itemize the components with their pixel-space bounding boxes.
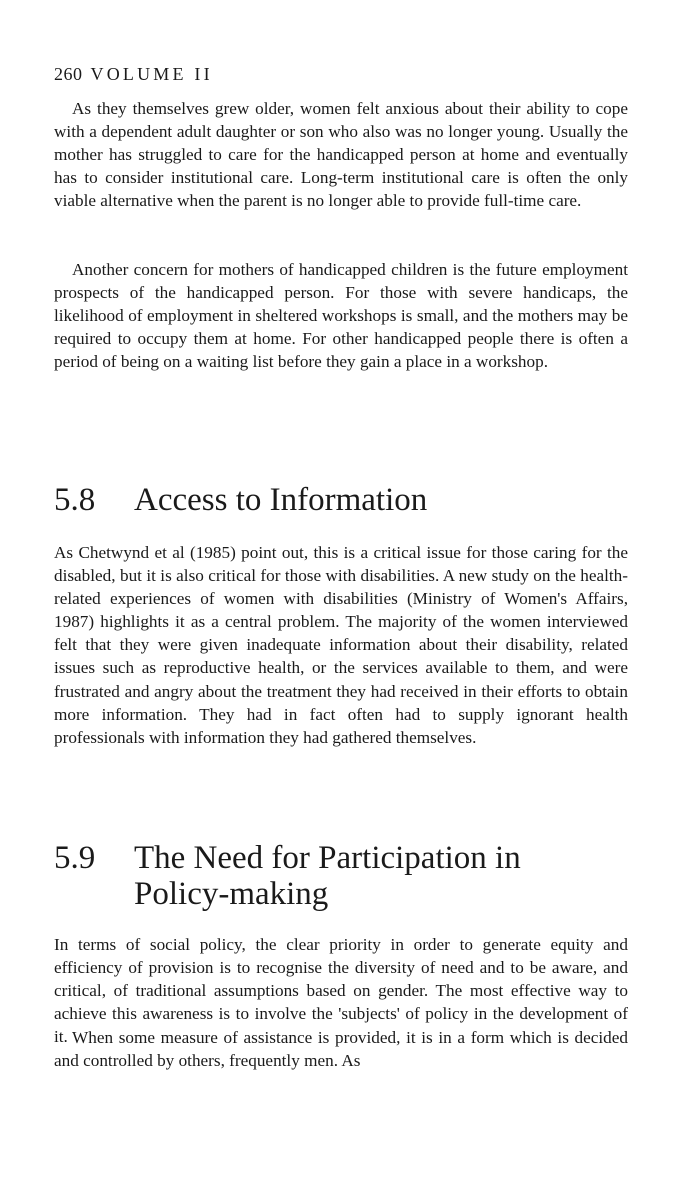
volume-label: VOLUME II [90, 64, 213, 84]
section-heading-5-9 [54, 840, 521, 912]
paragraph-access-information: As Chetwynd et al (1985) point out, this is a critical issue for those caring for the disabled, but it is also critical for those with disabilities. A new study on the health-related experiences of women with disabilities (Ministry of Women's Affairs, 1987) highlights it as a central problem. The majority of the women interviewed felt that they were given inadequate information about their disability, related issues such as reproductive health, or the services available to them, and were frustrated and angry about the treatment they had received in their efforts to obtain more information. They had in fact often had to supply ignorant health professionals with information they had gathered themselves. [54, 543, 628, 747]
paragraph-assistance-control: When some measure of assistance is provided, it is in a form which is decided and controlled by others, frequently men. As [54, 1028, 628, 1071]
paragraph-employment-prospects: Another concern for mothers of handicapped children is the future employment prospects of the handicapped person. For those with severe handicaps, the likelihood of employment in sheltered workshops is small, and the mothers may be required to occupy them at home. For other handicapped people there is often a period of being on a waiting list before they gain a place in a workshop. [54, 260, 628, 372]
paragraph-social-policy: In terms of social policy, the clear priority in order to generate equity and efficiency of provision is to recognise the diversity of need and to be aware, and critical, of traditional assumptions based on gender. The most effective way to achieve this awareness is to involve the 'subjects' of policy in the development of it. [54, 935, 628, 1047]
paragraph-aging-mothers: As they themselves grew older, women felt anxious about their ability to cope with a dependent adult daughter or son who also was no longer young. Usually the mother has struggled to care for the handicapped person at home and eventually has to consider institutional care. Long-term institutional care is often the only viable alternative when the parent is no longer able to provide full-time care. [54, 99, 628, 211]
running-head [54, 64, 213, 85]
section-number: 5.8 [54, 482, 96, 518]
page-number: 260 [54, 64, 83, 84]
section-number: 5.9 [54, 840, 96, 876]
section-title-line-1: The Need for Participation in [134, 840, 521, 876]
section-title-line-2: Policy-making [134, 876, 329, 912]
section-heading-5-8 [54, 482, 427, 518]
section-title: Access to Information [134, 482, 428, 518]
